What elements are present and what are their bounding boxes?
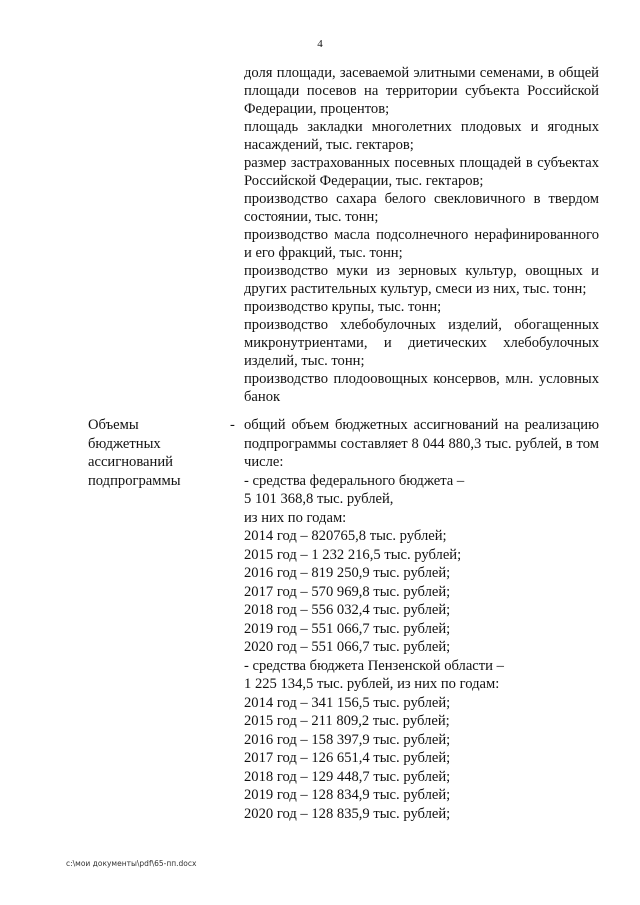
section-label-line: бюджетных [88, 435, 161, 452]
regional-year-row: 2016 год – 158 397,9 тыс. рублей; [244, 731, 451, 748]
indicator-item: производство хлебобулочных изделий, обогащенных микронутриентами, и диетических хлебобулочных изделий, тыс. тонн; [244, 317, 599, 369]
regional-header: - средства бюджета Пензенской области – [244, 657, 504, 674]
page-number: 4 [317, 38, 323, 50]
regional-total: 1 225 134,5 тыс. рублей, из них по годам: [244, 676, 500, 692]
section-label-line: подпрограммы [88, 472, 181, 489]
separator-dash: - [230, 417, 235, 433]
federal-year-row: 2020 год – 551 066,7 тыс. рублей; [244, 639, 451, 655]
federal-by-years: из них по годам: [244, 509, 347, 526]
regional-year-row: 2015 год – 211 809,2 тыс. рублей; [244, 713, 450, 729]
indicator-item: производство муки из зерновых культур, овощных и других растительных культур, смеси из них, тыс. тонн; [244, 263, 599, 297]
file-path-footer: c:\мои документы\pdf\65-пп.docx [66, 859, 197, 868]
indicator-item: производство плодоовощных консервов, млн. условных банок [244, 371, 599, 405]
indicator-item: производство крупы, тыс. тонн; [244, 299, 442, 315]
regional-year-row: 2014 год – 341 156,5 тыс. рублей; [244, 694, 451, 711]
regional-year-row: 2020 год – 128 835,9 тыс. рублей; [244, 805, 451, 822]
section-label-line: Объемы [88, 417, 139, 433]
budget-intro: общий объем бюджетных ассигнований на реализацию подпрограммы составляет 8 044 880,3 тыс. рублей, в том числе: [244, 417, 599, 470]
section-label-line: ассигнований [88, 454, 173, 470]
federal-year-row: 2018 год – 556 032,4 тыс. рублей; [244, 602, 451, 618]
budget-details [244, 416, 599, 823]
federal-year-row: 2015 год – 1 232 216,5 тыс. рублей; [244, 546, 462, 563]
federal-year-row: 2017 год – 570 969,8 тыс. рублей; [244, 583, 451, 600]
federal-total: 5 101 368,8 тыс. рублей, [244, 491, 394, 507]
indicators-list [244, 64, 599, 406]
indicator-item: доля площади, засеваемой элитными семенами, в общей площади посевов на территории субъекта Российской Федерации, процентов; [244, 65, 599, 117]
federal-year-row: 2019 год – 551 066,7 тыс. рублей; [244, 620, 451, 637]
indicator-item: производство сахара белого свекловичного в твердом состоянии, тыс. тонн; [244, 191, 599, 225]
federal-header: - средства федерального бюджета – [244, 472, 465, 489]
federal-year-row: 2016 год – 819 250,9 тыс. рублей; [244, 565, 451, 581]
indicator-item: производство масла подсолнечного нерафинированного и его фракций, тыс. тонн; [244, 227, 599, 261]
indicator-item: размер застрахованных посевных площадей в субъектах Российской Федерации, тыс. гектаров; [244, 155, 599, 189]
regional-year-row: 2018 год – 129 448,7 тыс. рублей; [244, 768, 451, 785]
regional-year-row: 2017 год – 126 651,4 тыс. рублей; [244, 750, 451, 766]
federal-year-row: 2014 год – 820765,8 тыс. рублей; [244, 528, 447, 544]
section-label [88, 416, 218, 490]
regional-year-row: 2019 год – 128 834,9 тыс. рублей; [244, 787, 451, 803]
indicator-item: площадь закладки многолетних плодовых и ягодных насаждений, тыс. гектаров; [244, 119, 599, 153]
